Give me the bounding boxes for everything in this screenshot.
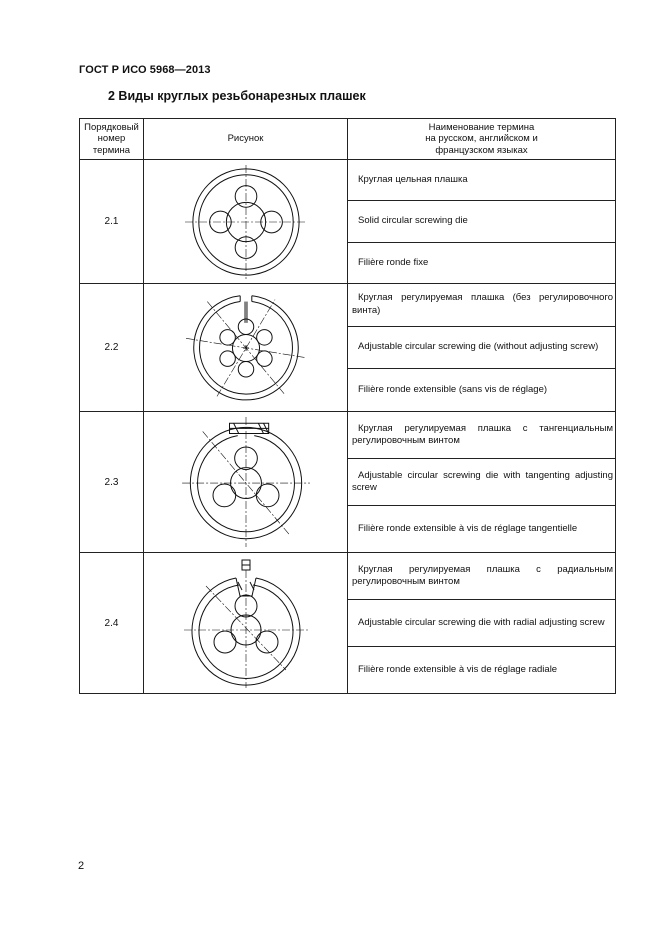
section-title: 2 Виды круглых резьбонарезных плашек [108,89,366,103]
names-cell [348,160,616,284]
adjustable-circular-die-drawing [146,288,346,408]
table-header-row [80,119,616,160]
solid-circular-die-drawing [146,163,346,281]
table-row [80,553,616,694]
term-number: 2.4 [80,553,144,694]
term-fr: Filière ronde extensible (sans vis de réglage) [358,383,548,395]
term-ru: Круглая регулируемая плашка с тангенциальным регулировочным винтом [348,412,615,459]
radial-screw-die-drawing [146,556,346,690]
names-cell [348,284,616,412]
header-figure: Рисунок [144,119,348,160]
page-number: 2 [78,860,85,872]
names-cell [348,412,616,553]
figure-cell [144,553,348,694]
term-fr: Filière ronde fixe [358,256,429,268]
term-ru: Круглая регулируемая плашка с радиальным регулировочным винтом [348,553,615,600]
table-row [80,412,616,553]
terms-table [79,118,616,694]
term-en: Adjustable circular screwing die with tangenting adjusting screw [348,459,615,506]
figure-cell [144,284,348,412]
term-en: Adjustable circular screwing die with radial adjusting screw [348,600,615,647]
header-number: Порядковый номер термина [80,119,144,160]
term-fr: Filière ronde extensible à vis de réglage radiale [358,663,558,675]
term-ru: Круглая цельная плашка [348,160,615,201]
tangential-screw-die-drawing [146,415,346,549]
term-en: Solid circular screwing die [348,201,615,242]
term-fr: Filière ronde extensible à vis de réglage tangentielle [358,522,578,534]
document-code: ГОСТ Р ИСО 5968—2013 [79,64,211,76]
term-number: 2.3 [80,412,144,553]
term-number: 2.2 [80,284,144,412]
table-row [80,160,616,284]
term-en: Adjustable circular screwing die (without adjusting screw) [348,327,615,370]
term-ru: Круглая регулируемая плашка (без регулировочного винта) [348,284,615,327]
header-name: Наименование термина на русском, английском и французском языках [348,119,616,160]
figure-cell [144,412,348,553]
figure-cell [144,160,348,284]
names-cell [348,553,616,694]
table-row [80,284,616,412]
term-number: 2.1 [80,160,144,284]
